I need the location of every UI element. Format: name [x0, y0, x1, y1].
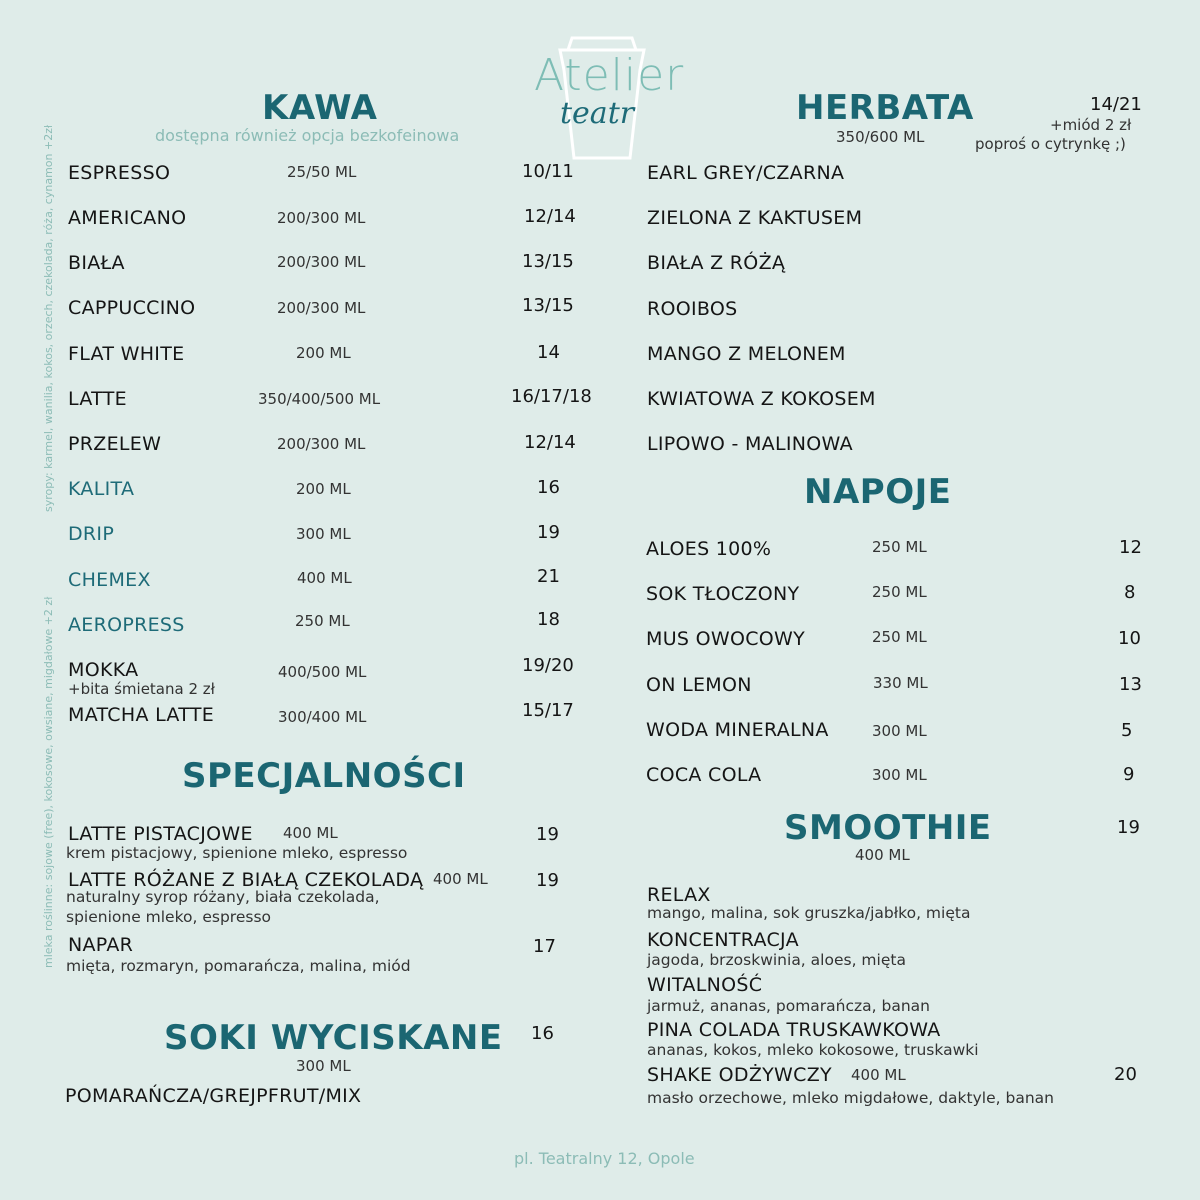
smoothie-item-name: WITALNOŚĆ: [647, 974, 763, 996]
kawa-item-price: 13/15: [522, 295, 574, 316]
kawa-item-name: FLAT WHITE: [68, 343, 185, 365]
kawa-item-volume: 200/300 ML: [277, 253, 366, 271]
special-item-volume: 400 ML: [283, 824, 338, 842]
kawa-item-volume: 400 ML: [297, 569, 352, 587]
smoothie-item-desc: jarmuż, ananas, pomarańcza, banan: [647, 997, 930, 1015]
tea-item: EARL GREY/CZARNA: [647, 162, 845, 184]
smoothie-item-desc: ananas, kokos, mleko kokosowe, truskawki: [647, 1041, 979, 1059]
smoothie-item-name: KONCENTRACJA: [647, 929, 799, 951]
kawa-item-name: ESPRESSO: [68, 162, 171, 184]
kawa-item-price: 21: [537, 566, 560, 587]
kawa-item-name: CHEMEX: [68, 569, 151, 591]
napoje-title: NAPOJE: [804, 472, 952, 512]
drink-item-volume: 330 ML: [873, 674, 928, 692]
special-item-volume: 400 ML: [433, 870, 488, 888]
soki-volume: 300 ML: [296, 1057, 351, 1075]
smoothie-item-price: 20: [1114, 1064, 1137, 1085]
smoothie-title: SMOOTHIE: [784, 808, 992, 848]
drink-item-price: 13: [1119, 674, 1142, 695]
soki-price: 16: [531, 1023, 554, 1044]
tea-item: BIAŁA Z RÓŻĄ: [647, 252, 786, 274]
special-item-desc: krem pistacjowy, spienione mleko, espresso: [66, 844, 408, 862]
kawa-item-name: AMERICANO: [68, 207, 187, 229]
kawa-item-volume: 250 ML: [295, 612, 350, 630]
logo-line2: teatr: [560, 96, 635, 131]
kawa-item-volume: 200 ML: [296, 480, 351, 498]
drink-item-price: 8: [1124, 582, 1136, 603]
kawa-item-name: PRZELEW: [68, 433, 162, 455]
kawa-item-price: 16/17/18: [511, 386, 592, 407]
syrups-note: syropy: karmel, wanilia, kokos, orzech, czekolada, róża, cynamon +2zł: [42, 124, 55, 512]
kawa-item-name: LATTE: [68, 388, 127, 410]
herbata-volume: 350/600 ML: [836, 128, 925, 146]
smoothie-item-name: PINA COLADA TRUSKAWKOWA: [647, 1019, 941, 1041]
kawa-item-price: 13/15: [522, 251, 574, 272]
kawa-item-volume: 400/500 ML: [278, 663, 367, 681]
drink-item-price: 5: [1121, 720, 1133, 741]
special-item-name: LATTE PISTACJOWE: [68, 823, 253, 845]
kawa-item-name: MATCHA LATTE: [68, 704, 215, 726]
drink-item-name: SOK TŁOCZONY: [646, 583, 800, 605]
special-item-name: LATTE RÓŻANE Z BIAŁĄ CZEKOLADĄ: [68, 869, 424, 891]
smoothie-item-volume: 400 ML: [851, 1066, 906, 1084]
drink-item-volume: 300 ML: [872, 722, 927, 740]
kawa-item-price: 12/14: [524, 432, 576, 453]
kawa-item-price: 16: [537, 477, 560, 498]
kawa-item-volume: 200/300 ML: [277, 435, 366, 453]
drink-item-price: 9: [1123, 764, 1135, 785]
drink-item-volume: 250 ML: [872, 583, 927, 601]
kawa-subtitle: dostępna również opcja bezkofeinowa: [155, 126, 460, 145]
kawa-item-price: 10/11: [522, 161, 574, 182]
tea-item: ROOIBOS: [647, 298, 738, 320]
special-item-desc: spienione mleko, espresso: [66, 908, 272, 926]
kawa-item-volume: 300/400 ML: [278, 708, 367, 726]
kawa-item-name: CAPPUCCINO: [68, 297, 196, 319]
soki-title: SOKI WYCISKANE: [164, 1018, 503, 1058]
drink-item-name: WODA MINERALNA: [646, 719, 829, 741]
smoothie-item-desc: jagoda, brzoskwinia, aloes, mięta: [647, 951, 906, 969]
drink-item-volume: 250 ML: [872, 628, 927, 646]
kawa-item-volume: 300 ML: [296, 525, 351, 543]
special-item-name: NAPAR: [68, 934, 134, 956]
kawa-item-name: MOKKA: [68, 659, 139, 681]
kawa-item-price: 12/14: [524, 206, 576, 227]
herbata-price: 14/21: [1090, 94, 1142, 115]
kawa-item-price: 18: [537, 609, 560, 630]
logo: [520, 30, 685, 165]
logo-line1: Atelier: [534, 50, 685, 101]
drink-item-name: MUS OWOCOWY: [646, 628, 806, 650]
herbata-note1: +miód 2 zł: [1050, 116, 1132, 134]
kawa-item-price: 19/20: [522, 655, 574, 676]
smoothie-item-desc: mango, malina, sok gruszka/jabłko, mięta: [647, 904, 971, 922]
drink-item-name: ALOES 100%: [646, 538, 772, 560]
kawa-item-name: AEROPRESS: [68, 614, 185, 636]
smoothie-item-name: RELAX: [647, 884, 711, 906]
specjalnosci-title: SPECJALNOŚCI: [182, 756, 466, 796]
drink-item-price: 10: [1118, 628, 1141, 649]
smoothie-item-desc: masło orzechowe, mleko migdałowe, daktyle, banan: [647, 1089, 1054, 1107]
tea-item: KWIATOWA Z KOKOSEM: [647, 388, 876, 410]
smoothie-volume: 400 ML: [855, 846, 910, 864]
tea-item: LIPOWO - MALINOWA: [647, 433, 853, 455]
milks-note: mleka roślinne: sojowe (free), kokosowe, owsiane, migdałowe +2 zł: [42, 596, 55, 968]
drink-item-name: ON LEMON: [646, 674, 752, 696]
special-item-price: 19: [536, 824, 559, 845]
kawa-item-volume: 350/400/500 ML: [258, 390, 381, 408]
special-item-desc: mięta, rozmaryn, pomarańcza, malina, miód: [66, 957, 411, 975]
kawa-title: KAWA: [262, 88, 378, 128]
smoothie-item-name: SHAKE ODŻYWCZY: [647, 1064, 832, 1086]
drink-item-name: COCA COLA: [646, 764, 762, 786]
tea-item: MANGO Z MELONEM: [647, 343, 846, 365]
herbata-title: HERBATA: [796, 88, 974, 128]
kawa-item-price: 19: [537, 522, 560, 543]
drink-item-volume: 250 ML: [872, 538, 927, 556]
special-item-desc: naturalny syrop różany, biała czekolada,: [66, 888, 380, 906]
kawa-item-note: +bita śmietana 2 zł: [68, 680, 215, 698]
kawa-item-volume: 25/50 ML: [287, 163, 357, 181]
drink-item-volume: 300 ML: [872, 766, 927, 784]
kawa-item-name: DRIP: [68, 523, 115, 545]
tea-item: ZIELONA Z KAKTUSEM: [647, 207, 863, 229]
kawa-item-volume: 200 ML: [296, 344, 351, 362]
kawa-item-price: 15/17: [522, 700, 574, 721]
kawa-item-price: 14: [537, 342, 560, 363]
soki-item: POMARAŃCZA/GREJPFRUT/MIX: [65, 1085, 362, 1107]
kawa-item-volume: 200/300 ML: [277, 209, 366, 227]
drink-item-price: 12: [1119, 537, 1142, 558]
kawa-item-name: BIAŁA: [68, 252, 125, 274]
kawa-item-name: KALITA: [68, 478, 135, 500]
special-item-price: 17: [533, 936, 556, 957]
smoothie-price: 19: [1117, 817, 1140, 838]
special-item-price: 19: [536, 870, 559, 891]
footer-address: pl. Teatralny 12, Opole: [514, 1149, 695, 1168]
herbata-note2: poproś o cytrynkę ;): [975, 135, 1126, 153]
kawa-item-volume: 200/300 ML: [277, 299, 366, 317]
